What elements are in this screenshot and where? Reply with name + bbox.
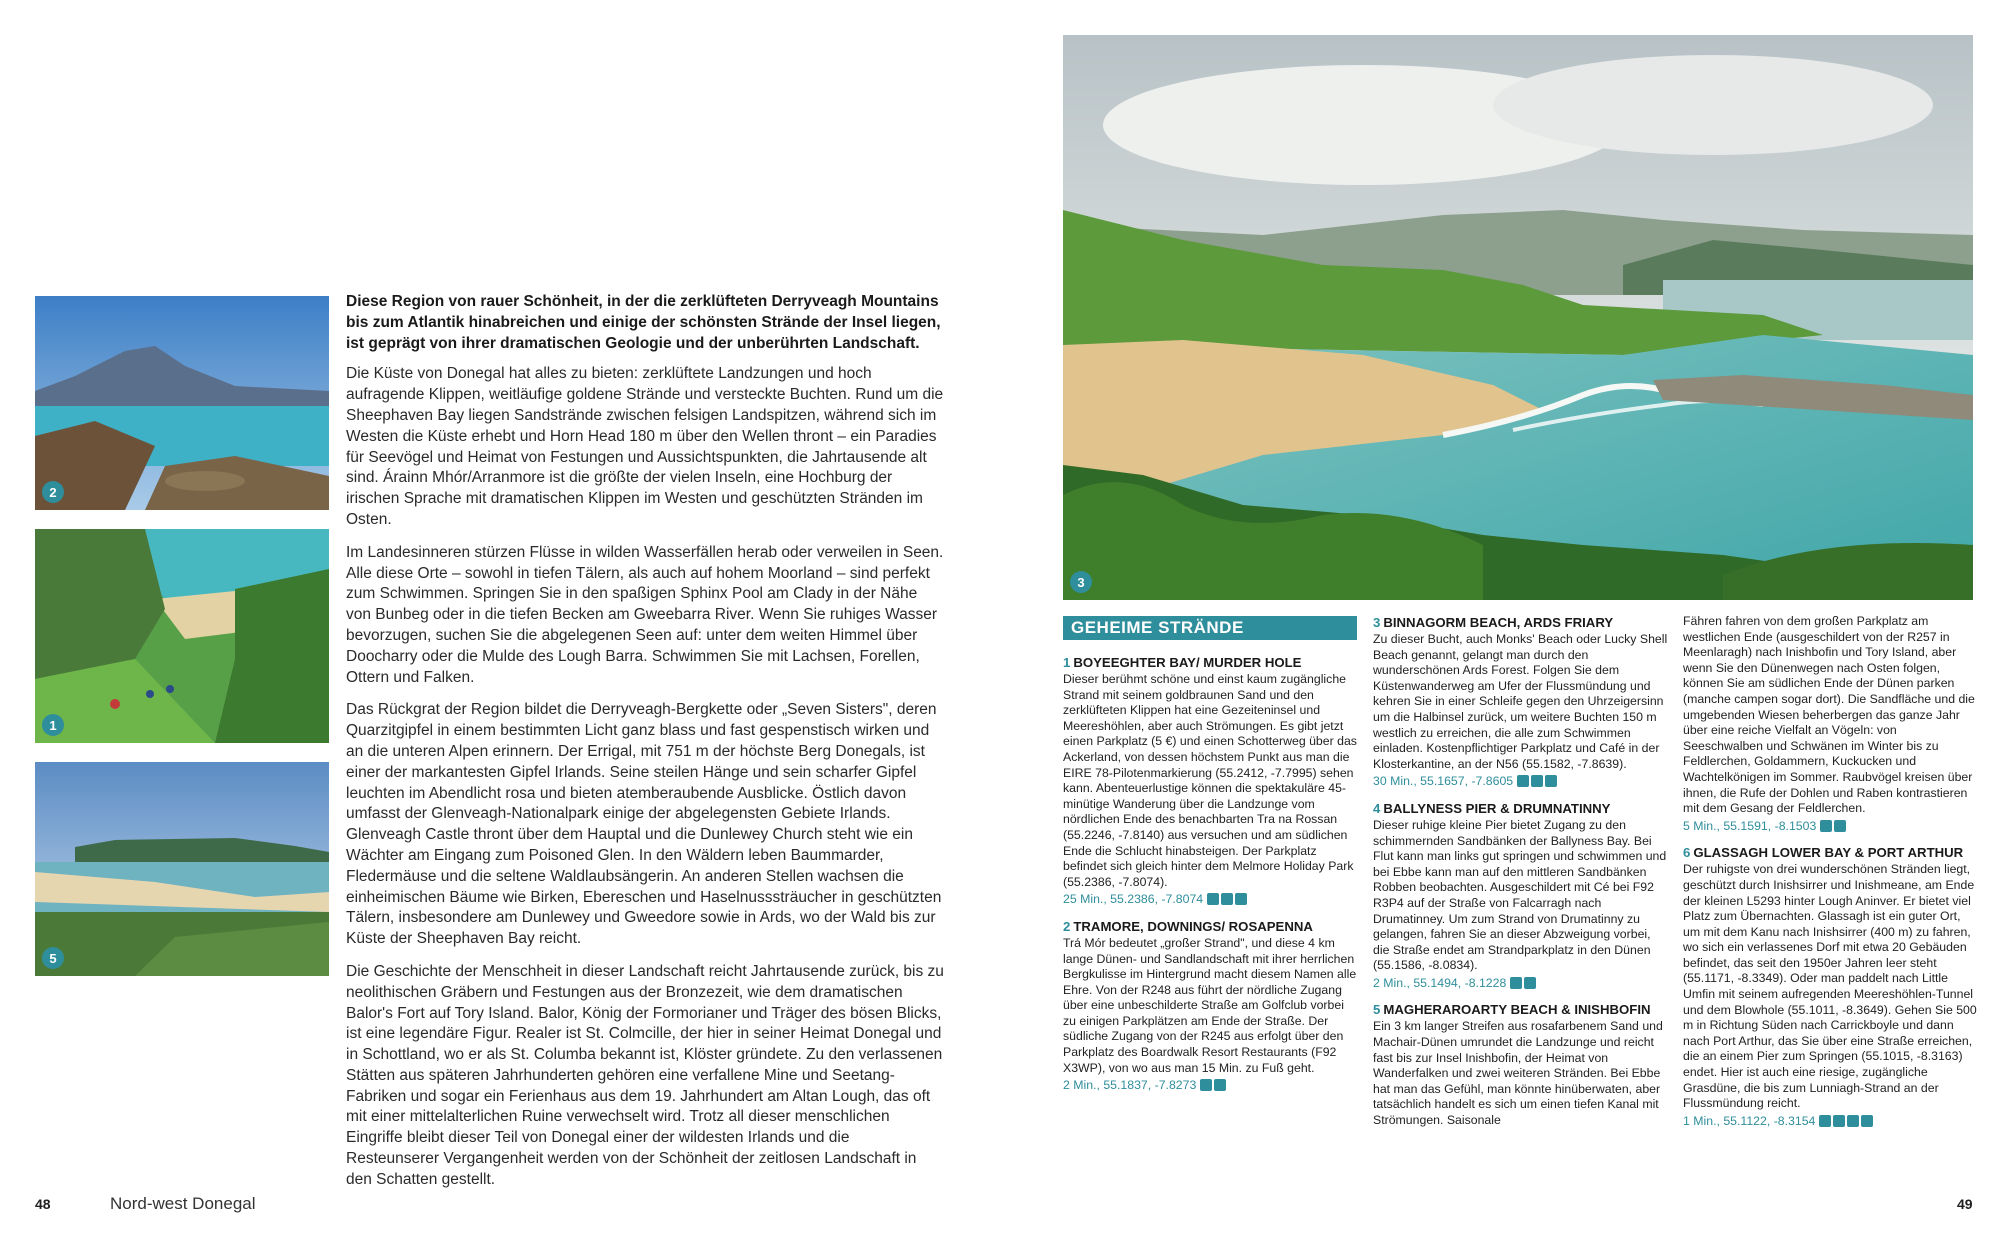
- beach-column-3: [1683, 614, 1979, 1139]
- facility-icon: [1531, 775, 1543, 787]
- beach-entry: [1063, 654, 1359, 908]
- photo-hero-beach-image: [1063, 35, 1973, 600]
- photo-hero-beach: [1063, 35, 1973, 600]
- photo-valley-hikers: [35, 529, 329, 743]
- beach-entry-title: [1373, 1001, 1669, 1019]
- beach-entry-meta: [1063, 892, 1359, 908]
- facility-icons: [1200, 1079, 1226, 1091]
- beach-entry-body: Zu dieser Bucht, auch Monks' Beach oder Lucky Shell Beach genannt, gelangt man durch den wunderschönen Ards Forest. Folgen Sie dem Küstenwanderweg am Ufer der Flussmündung und kehren Sie in einer Schleife gegen den Uhrzeigersinn um die Halbinsel zurück, um weitere Buchten 150 m westlich zu erreichen, die alle zum Schwimmen einladen. Kostenpflichtiger Parkplatz und Café in der Klosterkantine, an der N56 (55.1582, -7.8639).: [1373, 632, 1668, 771]
- beach-column-2: [1373, 614, 1669, 1139]
- facility-icon: [1221, 893, 1233, 905]
- photo-valley-hikers-image: [35, 529, 329, 743]
- photo-coast-mountains-image: [35, 296, 329, 510]
- intro-paragraph: Das Rückgrat der Region bildet die Derryveagh-Bergkette oder „Seven Sisters", deren Quarzitgipfel in einem bestimmten Licht ganz blass und fast gespenstisch wirken und an die unteren Alpen erinnern. Der Errigal, mit 751 m der höchste Berg Donegals, ist einer der markantesten Gipfel Irlands. Seine steilen Hänge und sein scharfer Gipfel leuchten im Abendlicht rosa und bieten atemberaubende Ausblicke. Östlich davon umfasst der Glenveagh-Nationalpark einige der abgelegensten Gebiete Irlands. Glenveagh Castle thront über dem Hauptal und die Dunlewey Church steht wie ein Wächter am Eingang zum Poisoned Glen. In den Wäldern leben Baummarder, Fledermäuse und die seltene Waldlaubsängerin. An anderen Stellen wachsen die einheimischen Bäume wie Birken, Ebereschen und Haselnusssträucher in geschützten Tälern, insbesondere am Dunlewey und Gweedore sowie in Ards, wo der Wald bis zur Küste der Sheephaven Bay reicht.: [346, 701, 942, 948]
- beach-entry-meta-text: 1 Min., 55.1122, -8.3154: [1683, 1113, 1816, 1128]
- intro-paragraph: Die Geschichte der Menschheit in dieser Landschaft reicht Jahrtausende zurück, bis zu neolithischen Gräbern und Festungen aus der Bronzezeit, wie dem dramatischen Balor's Fort auf Tory Island. Balor, König der Formorianer und Träger des bösen Blicks, ist eine legendäre Figur. Realer ist St. Colmcille, der hier in seiner Heimat Donegal und in Schottland, wo er als St. Columba bekannt ist, Klöster gründete. Zu den verlassenen Stätten aus späteren Jahrhunderten gehören eine verfallene Mine und Seetang-Fabriken und sogar ein Ferienhaus aus dem 19. Jahrhundert am Altan Lough, das oft mit einer mittelalterlichen Ruine verwechselt wird. Trotz all dieser menschlichen Eingriffe bleibt dieser Teil von Donegal einer der wildesten Irlands und die Resteunserer Vergangenheit werden von der Schönheit der zeitlosen Landschaft in den Schatten gestellt.: [346, 962, 944, 1188]
- beach-entry-meta: [1683, 1114, 1979, 1130]
- beach-entry-meta-text: 30 Min., 55.1657, -7.8605: [1373, 774, 1514, 789]
- beach-entry-meta-text: 2 Min., 55.1837, -7.8273: [1063, 1078, 1197, 1093]
- facility-icon: [1524, 977, 1536, 989]
- facility-icon: [1820, 820, 1832, 832]
- beach-entry-meta: [1063, 1078, 1359, 1094]
- beach-entry-number: 5: [1373, 1002, 1381, 1018]
- photo-number-badge: 5: [42, 947, 64, 969]
- beach-entry-number: 1: [1063, 655, 1071, 670]
- beach-entry: [1373, 800, 1669, 992]
- facility-icon: [1861, 1115, 1873, 1127]
- beach-entry-continued: [1683, 614, 1979, 834]
- beach-entry-meta-text: 25 Min., 55.2386, -7.8074: [1063, 892, 1204, 907]
- beach-entry-title: [1683, 844, 1979, 862]
- beach-entry-number: 4: [1373, 800, 1381, 816]
- facility-icon: [1834, 820, 1846, 832]
- intro-text-block: [346, 292, 944, 1203]
- beach-entry-meta: [1683, 819, 1979, 835]
- beach-entry-title-text: BOYEEGHTER BAY/ MURDER HOLE: [1073, 655, 1302, 670]
- facility-icon: [1510, 977, 1522, 989]
- facility-icon: [1833, 1115, 1845, 1127]
- facility-icon: [1214, 1079, 1226, 1091]
- facility-icon: [1207, 893, 1219, 905]
- beach-entry-title: [1063, 918, 1359, 936]
- beach-entry: [1683, 844, 1979, 1129]
- beach-entry-meta-text: 5 Min., 55.1591, -8.1503: [1683, 818, 1817, 833]
- facility-icon: [1200, 1079, 1212, 1091]
- beach-entry-title-text: MAGHERAROARTY BEACH & INISHBOFIN: [1383, 1002, 1651, 1018]
- facility-icon: [1235, 893, 1247, 905]
- beach-entry-body: Trá Mór bedeutet „großer Strand", und diese 4 km lange Dünen- und Sandlandschaft mit ihrer herrlichen Bergkulisse im Hintergrund macht diesem Namen alle Ehre. Von der R248 aus führt der nördliche Zugang über eine unbeschilderte Straße am Golfclub vorbei zu einigen Parkplätzen am Ende der Straße. Der südliche Zugang von der R245 aus erfolgt über den Parkplatz des Boardwalk Resort Restaurants (F92 X3WP), von wo aus man 15 Min. zu Fuß geht.: [1063, 935, 1357, 1075]
- beach-entry-title: [1063, 654, 1359, 672]
- intro-lead: Diese Region von rauer Schönheit, in der die zerklüfteten Derryveagh Mountains bis zum Atlantik hinabreichen und einige der schönsten Strände der Insel liegen, ist geprägt von ihrer dramatischen Geologie und der unberührten Landschaft.: [346, 293, 941, 352]
- beach-entry-title-text: BALLYNESS PIER & DRUMNATINNY: [1383, 800, 1611, 816]
- beach-entry-title-text: GLASSAGH LOWER BAY & PORT ARTHUR: [1693, 845, 1964, 861]
- left-page-number: 48: [35, 1196, 51, 1212]
- photo-bay-beach-image: [35, 762, 329, 976]
- beach-entry-meta: [1373, 774, 1669, 790]
- facility-icons: [1207, 893, 1247, 905]
- beach-entry-body: Dieser berühmt schöne und einst kaum zugängliche Strand mit seinem goldbraunen Sand und den zerklüfteten Klippen hat eine Gezeiteninsel und Meereshöhlen, aber auch Strömungen. Es gibt jetzt einen Parkplatz (5 €) und einen Schotterweg über das Ackerland, von dessen höchstem Punkt aus man die EIRE 78-Pilotenmarkierung (55.2412, -7.7995) sehen kann. Abenteuerlustige können die spektakuläre 45-minütige Wanderung über die Landzunge vom nördlichen Ende des benachbarten Tra na Rossan (55.2246, -7.8140) aus versuchen und am südlichen Ende die Schlucht hinabsteigen. Der Parkplatz befindet sich gleich hinter dem Melmore Holiday Park (55.2386, -7.8074).: [1063, 672, 1357, 889]
- beach-entry-title: [1373, 800, 1669, 818]
- beach-entry: [1373, 614, 1669, 790]
- beach-entry-body: Der ruhigste von drei wunderschönen Stränden liegt, geschützt durch Inishsirrer und Inishmeane, am Ende der kleinen L5293 hinter Lough Aninver. Er bietet viel Platz zum Übernachten. Glassagh ist ein guter Ort, um mit dem Kanu nach Inishsirrer (400 m) zu fahren, wo sich ein verlassenes Dorf mit etwa 20 Gebäuden befindet, das seit den 1950er Jahren leer steht (55.1171, -8.3349). Oder man paddelt nach Little Umfin mit seinem aufregenden Meereshöhlen-Tunnel und dem Blowhole (55.1011, -8.3649). Gehen Sie 500 m in Richtung Süden nach Carrickboyle und dann nach Port Arthur, das Sie über eine Straße erreichen, die an einem Pier zum Springen (55.1015, -8.3163) endet. Hier ist auch eine riesige, zugängliche Grasdüne, die bis zum Lunniagh-Strand an der Flussmündung reicht.: [1683, 862, 1977, 1111]
- beach-entry-title-text: BINNAGORM BEACH, ARDS FRIARY: [1383, 615, 1614, 630]
- beach-entry-body: Dieser ruhige kleine Pier bietet Zugang zu den schimmernden Sandbänken der Ballyness Bay. Bei Flut kann man links gut springen und schwimmen und bei Ebbe kann man auf den mittleren Sandbänken Robben beobachten. Ausgeschildert mit Cé bei F92 R3P4 auf der Straße von Falcarragh nach Drumatinney. Um zum Strand von Drumatinny zu gelangen, fahren Sie an dieser Abzweigung vorbei, die Straße endet am Strandparkplatz in den Dünen (55.1586, -8.0834).: [1373, 817, 1667, 973]
- beach-entry-title-text: TRAMORE, DOWNINGS/ ROSAPENNA: [1073, 918, 1313, 934]
- chapter-title: Nord-west Donegal: [110, 1194, 256, 1213]
- beach-entry-number: 2: [1063, 918, 1071, 934]
- photo-number-badge: 1: [42, 714, 64, 736]
- beach-entry-meta: [1373, 976, 1669, 992]
- beach-entry-number: 3: [1373, 615, 1381, 630]
- facility-icon: [1517, 775, 1529, 787]
- beach-entry-meta-text: 2 Min., 55.1494, -8.1228: [1373, 975, 1507, 990]
- right-page-number: 49: [1957, 1196, 1973, 1212]
- facility-icons: [1820, 820, 1846, 832]
- beach-column-1: [1063, 654, 1359, 1104]
- beach-entry: [1373, 1001, 1669, 1128]
- facility-icons: [1510, 977, 1536, 989]
- facility-icon: [1819, 1115, 1831, 1127]
- photo-bay-beach: [35, 762, 329, 976]
- beach-entry-number: 6: [1683, 845, 1691, 861]
- facility-icons: [1819, 1115, 1873, 1127]
- beach-entry-body: Ein 3 km langer Streifen aus rosafarbenem Sand und Machair-Dünen umrundet die Landzunge und reicht fast bis zur Insel Inishbofin, der Heimat von Wanderfalken und zwei weiteren Stränden. Bei Ebbe hat man das Gefühl, man könnte hinüberwaten, aber tatsächlich handelt es sich um einen tiefen Kanal mit Strömungen. Saisonale: [1373, 1019, 1663, 1128]
- intro-paragraph: Im Landesinneren stürzen Flüsse in wilden Wasserfällen herab oder verweilen in Seen. Alle diese Orte – sowohl in tiefen Tälern, als auch auf hohem Moorland – sind perfekt zum Schwimmen. Springen Sie in den spaßigen Sphinx Pool am Clady in der Nähe von Bunbeg oder in die tiefen Becken am Gweebarra River. Wenn Sie ruhiges Wasser bevorzugen, suchen Sie die abgelegenen Seen auf: unter dem weiten Himmel über Doocharry oder die Mulde des Lough Barra. Schwimmen Sie mit Lachsen, Forellen, Ottern und Falken.: [346, 543, 944, 686]
- facility-icon: [1847, 1115, 1859, 1127]
- photo-coast-mountains: [35, 296, 329, 510]
- beach-entry-title: [1373, 614, 1669, 632]
- photo-number-badge: 2: [42, 481, 64, 503]
- photo-number-badge: 3: [1070, 571, 1092, 593]
- section-header: GEHEIME STRÄNDE: [1063, 616, 1357, 640]
- facility-icons: [1517, 775, 1557, 787]
- beach-entry: [1063, 918, 1359, 1094]
- beach-entry-body: Fähren fahren von dem großen Parkplatz am westlichen Ende (ausgeschildert von der R257 in Meenlaragh) nach Inishbofin und Tory Island, aber wenn Sie den Dünenwegen nach Osten folgen, können Sie am südlichen Ende der Dünen parken (manche campen sogar dort). Die Sandfläche und die umgebenden Wiesen beherbergen das ganze Jahr über eine reiche Vielfalt an Vögeln: von Seeschwalben und Schwänen im Winter bis zu Feldlerchen, Goldammern, Kuckucken und Wachtelkönigen im Sommer. Raubvögel kreisen über ihnen, die Rufe der Dohlen und Raben kontrastieren mit dem Gesang der Feldlerchen.: [1683, 614, 1975, 816]
- intro-paragraph: Die Küste von Donegal hat alles zu bieten: zerklüftete Landzungen und hoch aufragende Klippen, weitläufige goldene Strände und versteckte Buchten. Rund um die Sheephaven Bay liegen Sandstrände zwischen felsigen Landspitzen, während sich im Westen die Küste erhebt und Horn Head 180 m über den Wellen thront – ein Paradies für Seevögel und Heimat von Festungen und Aussichtspunkten, die Jahrtausende alt sind. Árainn Mhór/Arranmore ist die größte der vielen Inseln, eine Hochburg der irischen Sprache mit dramatischen Klippen im Westen und geschützten Stränden im Osten.: [346, 365, 944, 528]
- facility-icon: [1545, 775, 1557, 787]
